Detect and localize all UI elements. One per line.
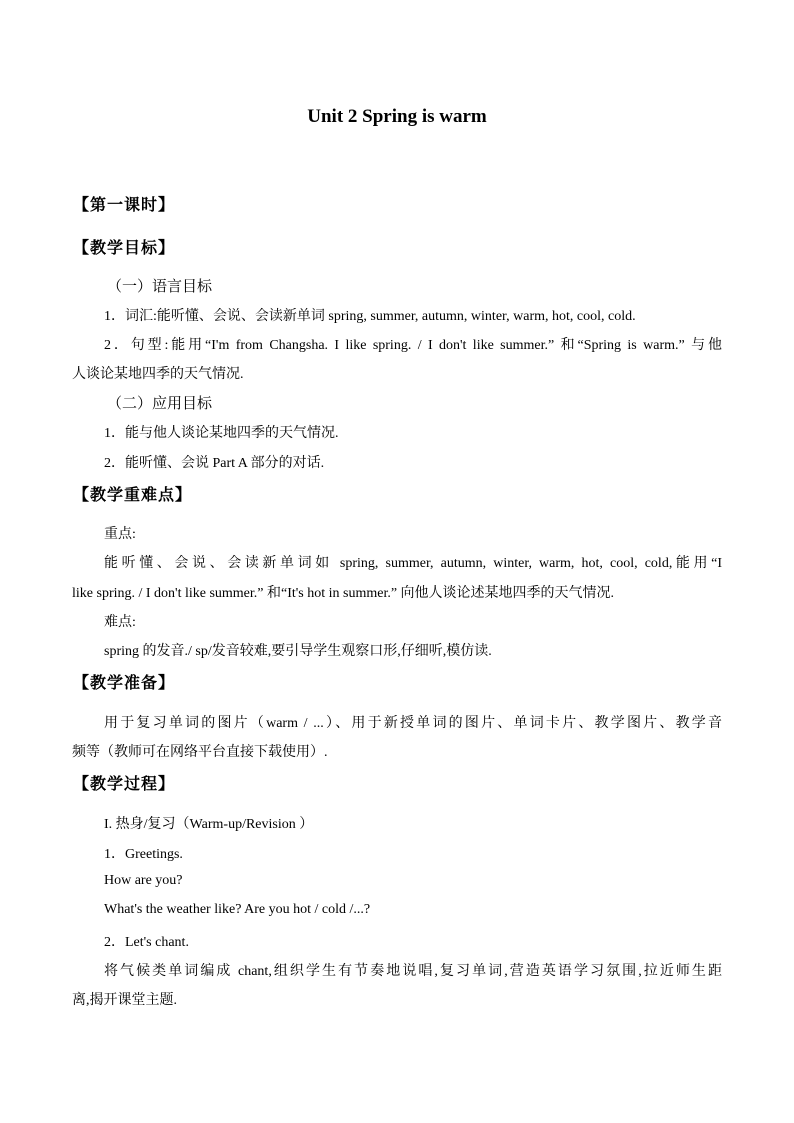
weather-question-line: What's the weather like? Are you hot / cold /...?: [104, 902, 371, 917]
key-point-line-1: 能听懂、会说、会读新单词如 spring, summer, autumn, winter, warm, hot, cool, cold,能用“I: [104, 556, 722, 571]
application-objective-1: 1．能与他人谈论某地四季的天气情况.: [104, 426, 339, 441]
sentence-objective-line-2: 人谈论某地四季的天气情况.: [72, 367, 244, 382]
how-are-you-line: How are you?: [104, 873, 183, 888]
document-title: Unit 2 Spring is warm: [307, 106, 487, 127]
preparation-line-2: 频等（教师可在网络平台直接下载使用）.: [72, 745, 328, 760]
heading-preparation: 【教学准备】: [73, 675, 176, 692]
heading-process: 【教学过程】: [73, 776, 176, 793]
difficult-label: 难点:: [104, 615, 136, 630]
key-point-line-2: like spring. / I don't like summer.” 和“It's hot in summer.” 向他人谈论述某地四季的天气情况.: [72, 586, 615, 601]
warmup-step-title: I. 热身/复习（Warm-up/Revision ）: [104, 817, 314, 832]
application-objective-title: （二）应用目标: [107, 396, 213, 412]
chant-item: 2．Let's chant.: [104, 935, 189, 950]
language-objective-title: （一）语言目标: [107, 279, 213, 295]
heading-lesson: 【第一课时】: [73, 197, 176, 214]
chant-description-line-2: 离,揭开课堂主题.: [72, 993, 177, 1008]
heading-objectives: 【教学目标】: [73, 240, 176, 257]
key-label: 重点:: [104, 527, 136, 542]
application-objective-2: 2．能听懂、会说 Part A 部分的对话.: [104, 456, 325, 471]
chant-description-line-1: 将气候类单词编成 chant,组织学生有节奏地说唱,复习单词,营造英语学习氛围,拉近师生距: [104, 964, 722, 979]
vocab-objective: 1．词汇:能听懂、会说、会读新单词 spring, summer, autumn, winter, warm, hot, cool, cold.: [104, 309, 636, 324]
greetings-item: 1．Greetings.: [104, 847, 183, 862]
preparation-line-1: 用于复习单词的图片（warm / ...）、用于新授单词的图片、单词卡片、教学图片、教学音: [104, 716, 722, 731]
heading-key-difficult: 【教学重难点】: [73, 487, 193, 504]
sentence-objective-line-1: 2．句型:能用“I'm from Changsha. I like spring. / I don't like summer.” 和“Spring is warm.” 与他: [104, 338, 722, 353]
difficult-point: spring 的发音./ sp/发音较难,要引导学生观察口形,仔细听,模仿读.: [104, 644, 492, 659]
